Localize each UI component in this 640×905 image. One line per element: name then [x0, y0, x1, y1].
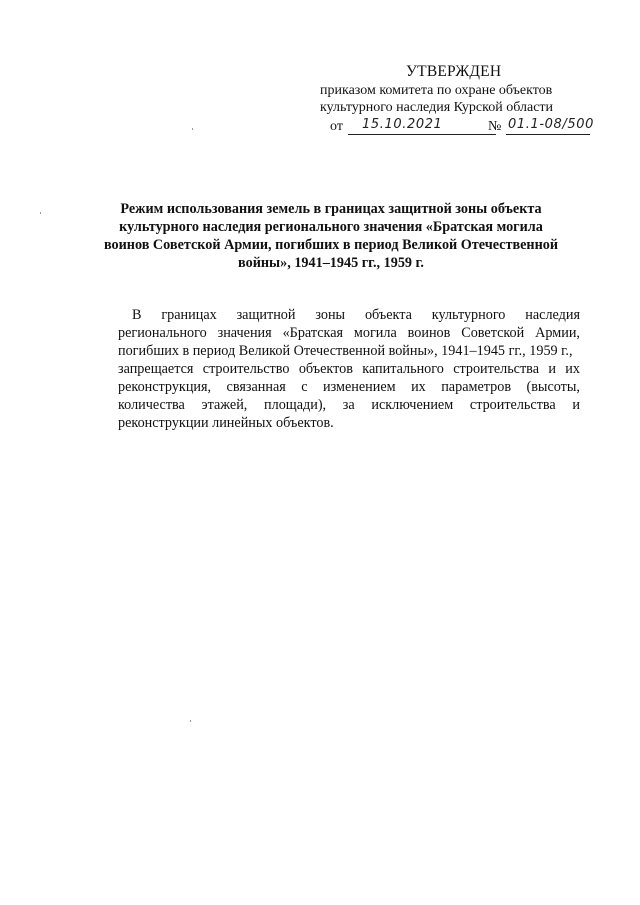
body-word: исключением: [371, 397, 454, 413]
body-word: строительства: [469, 397, 556, 413]
body-word: Советской: [461, 325, 525, 341]
body-word: связанная: [226, 379, 286, 395]
approval-title: УТВЕРЖДЕН: [406, 63, 502, 80]
body-word: запрещается: [118, 361, 194, 377]
body-word: этажей,: [201, 397, 248, 413]
heading-line: культурного наследия регионального значения «Братская могила: [119, 219, 543, 235]
body-word: их: [411, 379, 426, 395]
body-word: строительство: [202, 361, 290, 377]
approval-line-2: культурного наследия Курской области: [320, 100, 554, 115]
body-word: В: [132, 307, 142, 323]
body-word: их: [565, 361, 580, 377]
approval-date-number: [318, 118, 618, 138]
scan-speck: [190, 720, 191, 722]
body-word: воинов: [407, 325, 451, 341]
body-paragraph: [118, 306, 580, 432]
date-label: от: [330, 119, 343, 134]
number-handwritten-value: 01.1-08/500: [508, 117, 594, 132]
body-word: могила: [353, 325, 397, 341]
date-handwritten-value: 15.10.2021: [362, 117, 443, 132]
body-word: значения: [217, 325, 272, 341]
body-word: за: [342, 397, 355, 413]
body-word: защитной: [236, 307, 296, 323]
body-line: [118, 342, 580, 360]
body-word: реконструкции линейных объектов.: [118, 415, 334, 431]
body-line: [118, 324, 580, 342]
body-word: культурного: [431, 307, 506, 323]
body-word: регионального: [118, 325, 207, 341]
heading-line: Режим использования земель в границах защитной зоны объекта: [120, 201, 542, 217]
body-word: параметров: [441, 379, 512, 395]
body-word: и: [572, 397, 580, 413]
body-word: площади),: [264, 397, 327, 413]
heading-line: войны», 1941–1945 гг., 1959 г.: [238, 255, 424, 271]
heading-line: воинов Советской Армии, погибших в период Великой Отечественной: [103, 237, 559, 253]
body-word: объектов: [298, 361, 353, 377]
scan-speck: [192, 128, 193, 130]
body-word: строительства: [453, 361, 539, 377]
body-word: капитального: [362, 361, 444, 377]
body-word: количества: [118, 397, 185, 413]
body-word: границах: [161, 307, 217, 323]
approval-stamp-block: [318, 62, 618, 138]
body-line: [118, 414, 580, 432]
body-word: зоны: [315, 307, 346, 323]
number-label: №: [488, 119, 502, 134]
body-word: объекта: [364, 307, 412, 323]
body-word: изменением: [323, 379, 396, 395]
body-word: и: [548, 361, 556, 377]
body-word: наследия: [525, 307, 580, 323]
body-word: «Братская: [282, 325, 344, 341]
date-underline: [348, 134, 496, 135]
body-line: [118, 360, 580, 378]
body-word: погибших в период Великой Отечественной войны», 1941–1945 гг., 1959 г.,: [118, 343, 573, 359]
body-line: [118, 306, 580, 324]
approval-line-1: приказом комитета по охране объектов: [320, 83, 553, 98]
body-line: [118, 378, 580, 396]
document-heading: [90, 200, 572, 272]
body-line: [118, 396, 580, 414]
body-word: Армии,: [535, 325, 580, 341]
scan-speck: [40, 212, 41, 214]
body-word: (высоты,: [526, 379, 580, 395]
body-word: реконструкция,: [118, 379, 212, 395]
body-word: с: [301, 379, 308, 395]
number-underline: [506, 134, 590, 135]
